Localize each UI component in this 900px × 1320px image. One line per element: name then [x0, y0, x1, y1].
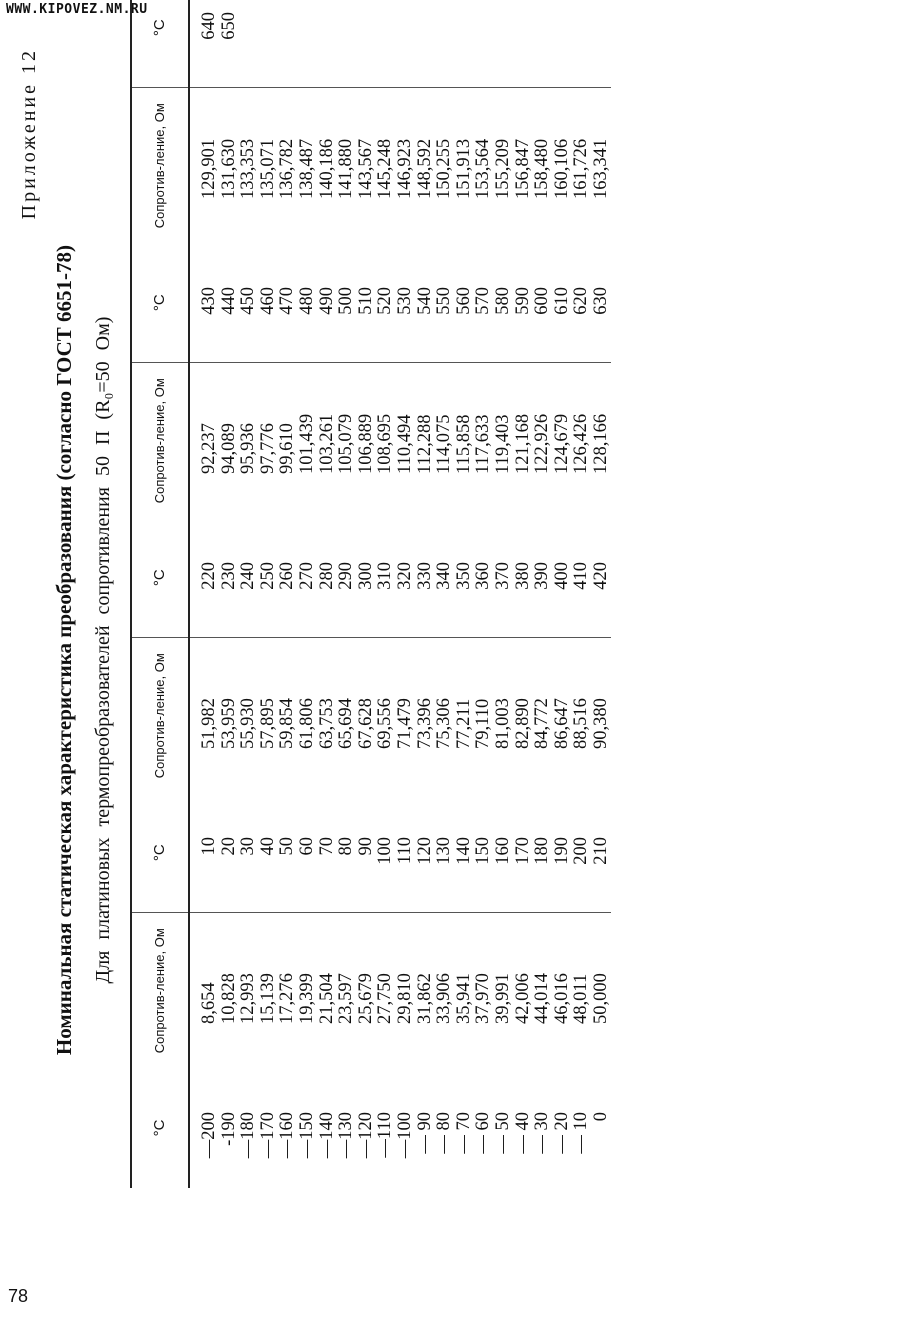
temperature-cell: —160: [277, 1112, 298, 1159]
temperature-cell: — 60: [473, 1112, 494, 1154]
temperature-cell: 260: [278, 518, 298, 638]
temperature-cell: 370: [494, 518, 514, 638]
temperature-cell: [357, 0, 377, 88]
temperature-cell: 510: [357, 243, 377, 363]
resistance-cell: 99,610: [277, 423, 298, 474]
header-temp: °C: [131, 1068, 189, 1188]
header-resistance: Сопротив-ление, Ом: [131, 913, 189, 1068]
resistance-cell: 160,106: [551, 138, 572, 199]
resistance-cell: 84,772: [532, 698, 553, 749]
temperature-cell: 610: [553, 243, 573, 363]
temperature-cell: 360: [474, 518, 494, 638]
temperature-cell: 70: [318, 793, 338, 913]
resistance-cell: 59,854: [277, 698, 298, 749]
temperature-cell: 350: [455, 518, 475, 638]
resistance-cell: 42,006: [512, 973, 533, 1024]
table-row: [298, 0, 318, 1188]
resistance-cell: 69,556: [375, 698, 396, 749]
temperature-cell: 570: [474, 243, 494, 363]
temperature-cell: 430: [189, 243, 220, 363]
temperature-cell: 60: [298, 793, 318, 913]
temperature-cell: 650: [220, 0, 240, 88]
resistance-cell: 163,341: [590, 138, 611, 199]
resistance-cell: 71,479: [394, 698, 415, 749]
header-resistance: Сопротив-ление, Ом: [131, 88, 189, 243]
resistance-cell: 117,633: [473, 414, 494, 474]
table-row: [474, 0, 494, 1188]
temperature-cell: —150: [296, 1112, 317, 1159]
resistance-cell: 146,923: [394, 138, 415, 199]
temperature-cell: 390: [533, 518, 553, 638]
temperature-cell: 210: [592, 793, 612, 913]
temperature-cell: 50: [278, 793, 298, 913]
resistance-cell: 55,930: [238, 698, 259, 749]
table-row: [318, 0, 338, 1188]
temperature-cell: 230: [220, 518, 240, 638]
resistance-cell: 115,858: [453, 414, 474, 474]
temperature-cell: — 20: [551, 1112, 572, 1154]
resistance-cell: 10,828: [218, 973, 239, 1024]
temperature-cell: 40: [259, 793, 279, 913]
temperature-cell: 200: [572, 793, 592, 913]
resistance-cell: 19,399: [296, 973, 317, 1024]
resistance-cell: 23,597: [336, 973, 357, 1024]
temperature-cell: 0: [590, 1112, 611, 1122]
temperature-cell: 120: [416, 793, 436, 913]
temperature-cell: 640: [189, 0, 220, 88]
temperature-cell: 340: [435, 518, 455, 638]
table-row: [592, 0, 612, 1188]
resistance-cell: 33,906: [434, 973, 455, 1024]
resistance-cell: 112,288: [414, 414, 435, 474]
header-resistance: Сопротив-ление, Ом: [131, 638, 189, 793]
table-row: [416, 0, 436, 1188]
temperature-cell: 500: [337, 243, 357, 363]
temperature-cell: 160: [494, 793, 514, 913]
resistance-cell: 121,168: [512, 413, 533, 474]
temperature-cell: 190: [553, 793, 573, 913]
temperature-cell: [259, 0, 279, 88]
rotated-page-content: [0, 12, 900, 1270]
temperature-cell: 630: [592, 243, 612, 363]
resistance-cell: 105,079: [336, 413, 357, 474]
temperature-cell: 540: [416, 243, 436, 363]
resistance-cell: 140,186: [316, 138, 337, 199]
table-row: [337, 0, 357, 1188]
resistance-cell: 48,011: [571, 973, 592, 1024]
temperature-cell: 130: [435, 793, 455, 913]
table-row: [376, 0, 396, 1188]
resistance-cell: 128,166: [590, 413, 611, 474]
table-row: [533, 0, 553, 1188]
resistance-cell: 31,862: [414, 973, 435, 1024]
temperature-cell: 400: [553, 518, 573, 638]
temperature-cell: [474, 0, 494, 88]
table-row: [514, 0, 534, 1188]
temperature-cell: —120: [355, 1112, 376, 1159]
temperature-cell: 560: [455, 243, 475, 363]
resistance-cell: 37,970: [473, 973, 494, 1024]
resistance-cell: 67,628: [355, 698, 376, 749]
resistance-cell: 63,753: [316, 698, 337, 749]
header-temp: °C: [131, 0, 189, 88]
resistance-cell: 141,880: [336, 138, 357, 199]
temperature-cell: [318, 0, 338, 88]
temperature-cell: —180: [238, 1112, 259, 1159]
temperature-cell: — 90: [414, 1112, 435, 1154]
temperature-cell: [396, 0, 416, 88]
temperature-cell: 170: [514, 793, 534, 913]
temperature-cell: [455, 0, 475, 88]
resistance-cell: 124,679: [551, 413, 572, 474]
resistance-cell: 88,516: [571, 698, 592, 749]
resistance-cell: 86,647: [551, 698, 572, 749]
temperature-cell: 520: [376, 243, 396, 363]
temperature-cell: 100: [376, 793, 396, 913]
temperature-cell: — 50: [492, 1112, 513, 1154]
temperature-cell: —140: [316, 1112, 337, 1159]
temperature-cell: 300: [357, 518, 377, 638]
temperature-cell: [376, 0, 396, 88]
resistance-cell: 25,679: [355, 973, 376, 1024]
resistance-cell: 46,016: [551, 973, 572, 1024]
resistance-cell: 35,941: [453, 973, 474, 1024]
temperature-cell: 270: [298, 518, 318, 638]
resistance-cell: 79,110: [473, 698, 494, 749]
table-title: Номинальная статическая характеристика преобразования (согласно ГОСТ 6651-78): [52, 244, 76, 1056]
temperature-cell: [416, 0, 436, 88]
resistance-cell: 158,480: [532, 138, 553, 199]
resistance-cell: 161,726: [571, 138, 592, 199]
header-temp: °C: [131, 793, 189, 913]
resistance-cell: 53,959: [218, 698, 239, 749]
temperature-cell: 530: [396, 243, 416, 363]
resistance-cell: 129,901: [199, 138, 219, 199]
resistance-cell: 126,426: [571, 413, 592, 474]
temperature-cell: 310: [376, 518, 396, 638]
temperature-cell: 110: [396, 793, 416, 913]
resistance-cell: 15,139: [257, 973, 278, 1024]
resistance-cell: 155,209: [492, 138, 513, 199]
resistance-cell: 156,847: [512, 138, 533, 199]
temperature-cell: 140: [455, 793, 475, 913]
temperature-cell: [298, 0, 318, 88]
temperature-cell: 470: [278, 243, 298, 363]
temperature-cell: [514, 0, 534, 88]
temperature-cell: 330: [416, 518, 436, 638]
resistance-cell: 114,075: [434, 414, 455, 474]
temperature-cell: -190: [218, 1112, 239, 1146]
temperature-cell: [435, 0, 455, 88]
resistance-cell: 17,276: [277, 973, 298, 1024]
temperature-cell: 180: [533, 793, 553, 913]
table-row: [189, 0, 220, 1188]
temperature-cell: 20: [220, 793, 240, 913]
resistance-cell: 131,630: [218, 138, 239, 199]
temperature-cell: [494, 0, 514, 88]
resistance-cell: 65,694: [336, 698, 357, 749]
resistance-cell: 110,494: [394, 414, 415, 474]
temperature-cell: —200: [199, 1112, 219, 1159]
header-temp: °C: [131, 518, 189, 638]
temperature-cell: 220: [189, 518, 220, 638]
temperature-cell: 10: [189, 793, 220, 913]
temperature-cell: 410: [572, 518, 592, 638]
table-row: [259, 0, 279, 1188]
page-number: 78: [8, 1286, 29, 1306]
resistance-cell: 122,926: [532, 413, 553, 474]
temperature-cell: 480: [298, 243, 318, 363]
resistance-cell: 12,993: [238, 973, 259, 1024]
resistance-cell: 119,403: [492, 414, 513, 474]
resistance-cell: 148,592: [414, 138, 435, 199]
temperature-cell: —130: [336, 1112, 357, 1159]
temperature-cell: 280: [318, 518, 338, 638]
temperature-cell: [239, 0, 259, 88]
resistance-cell: 27,750: [375, 973, 396, 1024]
resistance-cell: 103,261: [316, 413, 337, 474]
resistance-table: [130, 0, 611, 1188]
table-row: [396, 0, 416, 1188]
resistance-cell: 44,014: [532, 973, 553, 1024]
resistance-cell: 39,991: [492, 973, 513, 1024]
temperature-cell: — 70: [453, 1112, 474, 1154]
temperature-cell: [572, 0, 592, 88]
temperature-cell: [592, 0, 612, 88]
temperature-cell: 150: [474, 793, 494, 913]
table-header-row: [131, 0, 189, 1188]
temperature-cell: — 30: [532, 1112, 553, 1154]
temperature-cell: —100: [394, 1112, 415, 1159]
temperature-cell: 90: [357, 793, 377, 913]
resistance-cell: 106,889: [355, 413, 376, 474]
resistance-cell: 75,306: [434, 698, 455, 749]
temperature-cell: —110: [375, 1112, 396, 1158]
table-row: [572, 0, 592, 1188]
temperature-cell: 30: [239, 793, 259, 913]
table-row: [357, 0, 377, 1188]
resistance-cell: 90,380: [590, 698, 611, 749]
table-row: [278, 0, 298, 1188]
resistance-cell: 153,564: [473, 138, 494, 199]
resistance-cell: 73,396: [414, 698, 435, 749]
resistance-cell: 50,000: [590, 973, 611, 1024]
table-row: [435, 0, 455, 1188]
header-temp: °C: [131, 243, 189, 363]
resistance-cell: 95,936: [238, 423, 259, 474]
resistance-cell: 101,439: [296, 413, 317, 474]
resistance-cell: 92,237: [199, 423, 219, 474]
temperature-cell: 620: [572, 243, 592, 363]
resistance-cell: 136,782: [277, 138, 298, 199]
temperature-cell: — 80: [434, 1112, 455, 1154]
resistance-cell: 145,248: [375, 138, 396, 199]
resistance-cell: 143,567: [355, 138, 376, 199]
temperature-cell: [553, 0, 573, 88]
resistance-cell: 150,255: [434, 138, 455, 199]
resistance-cell: 94,089: [218, 423, 239, 474]
temperature-cell: 440: [220, 243, 240, 363]
temperature-cell: 240: [239, 518, 259, 638]
resistance-cell: 77,211: [453, 698, 474, 749]
temperature-cell: 460: [259, 243, 279, 363]
header-resistance: Сопротив-ление, Ом: [131, 363, 189, 518]
resistance-cell: 51,982: [199, 698, 219, 749]
table-row: [220, 0, 240, 1188]
temperature-cell: 450: [239, 243, 259, 363]
temperature-cell: 590: [514, 243, 534, 363]
resistance-cell: 151,913: [453, 138, 474, 199]
temperature-cell: — 40: [512, 1112, 533, 1154]
table-body: [189, 0, 611, 1188]
resistance-cell: 82,890: [512, 698, 533, 749]
resistance-cell: 135,071: [257, 138, 278, 199]
resistance-cell: 138,487: [296, 138, 317, 199]
temperature-cell: 550: [435, 243, 455, 363]
temperature-cell: 380: [514, 518, 534, 638]
resistance-cell: 133,353: [238, 138, 259, 199]
resistance-cell: 97,776: [257, 423, 278, 474]
table-row: [239, 0, 259, 1188]
resistance-cell: 21,504: [316, 973, 337, 1024]
temperature-cell: 320: [396, 518, 416, 638]
temperature-cell: [533, 0, 553, 88]
resistance-cell: 108,695: [375, 413, 396, 474]
temperature-cell: [278, 0, 298, 88]
temperature-cell: 420: [592, 518, 612, 638]
temperature-cell: 490: [318, 243, 338, 363]
table-subtitle: Для платиновых термопреобразователей сопротивления 50 П (R₀=50 Ом): [92, 316, 114, 984]
temperature-cell: — 10: [571, 1112, 592, 1154]
temperature-cell: 250: [259, 518, 279, 638]
table-row: [553, 0, 573, 1188]
temperature-cell: 600: [533, 243, 553, 363]
table-row: [455, 0, 475, 1188]
resistance-cell: 61,806: [296, 698, 317, 749]
resistance-cell: 81,003: [492, 698, 513, 749]
temperature-cell: 80: [337, 793, 357, 913]
temperature-cell: 290: [337, 518, 357, 638]
temperature-cell: 580: [494, 243, 514, 363]
resistance-cell: 57,895: [257, 698, 278, 749]
resistance-cell: 29,810: [394, 973, 415, 1024]
resistance-cell: 8,654: [199, 982, 219, 1024]
temperature-cell: [337, 0, 357, 88]
table-row: [494, 0, 514, 1188]
site-watermark: WWW.KIPOVEZ.NM.RU: [6, 2, 148, 17]
temperature-cell: —170: [257, 1112, 278, 1159]
appendix-label: Приложение 12: [18, 48, 40, 220]
